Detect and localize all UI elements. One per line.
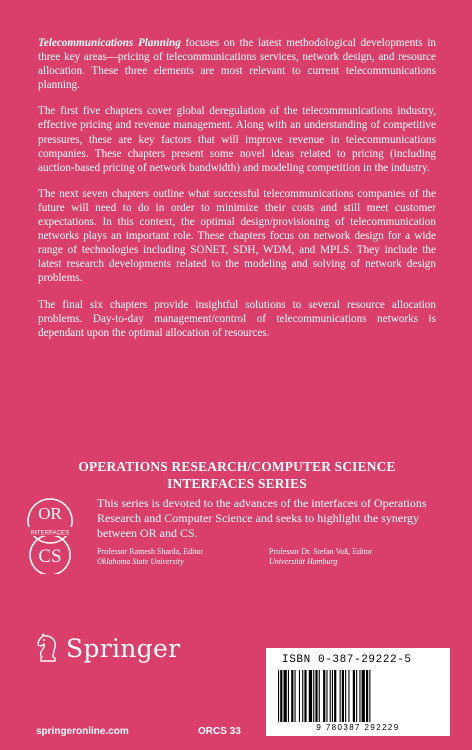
series-title-line1: OPERATIONS RESEARCH/COMPUTER SCIENCE — [78, 459, 396, 474]
paragraph-pricing: The first five chapters cover global deregulation of the telecommunications industry, effective pricing and revenue management. Along with an understanding of competitive pressures, these are key factors that will improve revenue in telecommunications companies. These chapters present some novel ideas related to pricing (including auction-based pricing of network bandwidth) and modeling competition in the industry. — [38, 105, 436, 174]
intro-paragraph — [38, 36, 436, 92]
book-title-emphasis: Telecommunications Planning — [38, 37, 181, 49]
paragraph-network-design: The next seven chapters outline what successful telecommunications companies of the future will need to do in order to minimize their costs and still meet customer expectations. In this context, the optimal design/provisioning of telecommunication networks plays an important role. These chapters focus on network design for a wide range of technologies including SONET, SDH, WDM, and MPLS. They include the latest research developments related to the modeling and solving of network design problems. — [38, 187, 436, 285]
isbn-label: ISBN 0-387-29222-5 — [282, 654, 412, 666]
knight-icon — [36, 633, 60, 663]
intro-text: focuses on the latest methodological developments in three key areas—pricing of telecommunications services, network design, and resource allocation. These three elements are most relevant to current telecommunications planning. — [38, 37, 437, 92]
editor-sharda — [97, 547, 203, 567]
editor-voss — [269, 547, 372, 567]
blurb — [38, 36, 436, 352]
logo-cs-text: CS — [38, 546, 62, 567]
series-description: This series is devoted to the advances of the interfaces of Operations Research and Computer Science and seeks to highlight the synergy between OR and CS. — [97, 496, 427, 541]
editor-university: Universität Hamburg — [269, 557, 338, 566]
orcs-logo — [20, 494, 80, 574]
series-title — [38, 458, 436, 492]
editor-university: Oklahoma State University — [97, 557, 184, 566]
series-number: ORCS 33 — [198, 726, 241, 737]
editor-name: Professor Dr. Stefan Voß, Editor — [269, 547, 373, 556]
barcode-icon — [276, 670, 440, 722]
series-title-line2: INTERFACES SERIES — [167, 476, 307, 491]
barcode-digits: 9 780387 292229 — [316, 723, 400, 732]
publisher-name: Springer — [66, 633, 181, 663]
logo-or-text: OR — [38, 504, 62, 523]
springer-logo — [36, 632, 180, 664]
isbn-barcode-box — [266, 648, 450, 736]
paragraph-resource-allocation: The final six chapters provide insightful solutions to several resource allocation problems. Day-to-day management/control of telecommunications networks is dependant upon the optimal allocation of resources. — [38, 298, 436, 339]
editor-name: Professor Ramesh Sharda, Editor — [97, 547, 204, 556]
logo-interfaces-text: INTERFACES — [30, 529, 70, 537]
publisher-url: springeronline.com — [36, 726, 129, 737]
